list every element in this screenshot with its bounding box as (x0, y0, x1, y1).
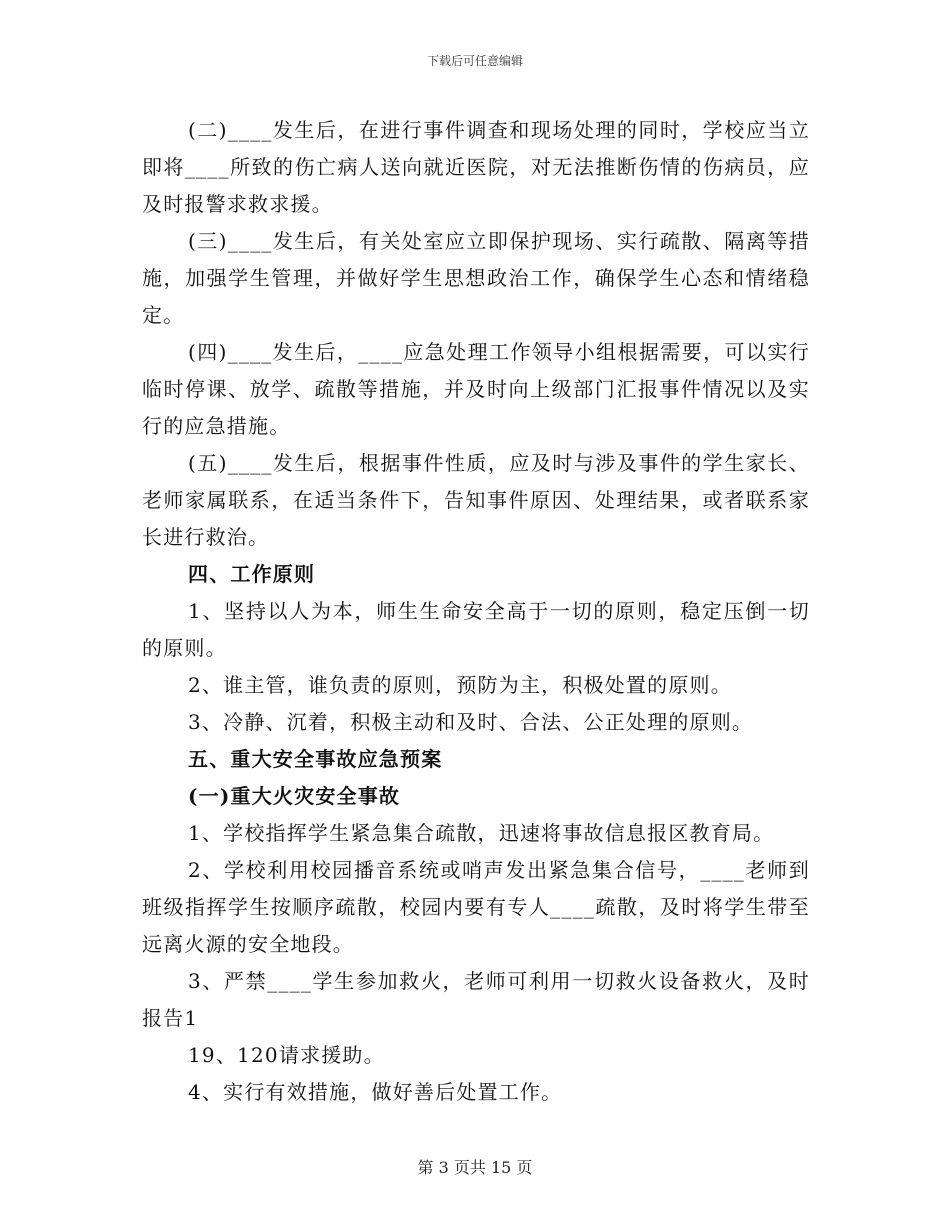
fire-step-2: 2、学校利用校园播音系统或哨声发出紧急集合信号，____老师到班级指挥学生按顺序疏散，校园内要有专人____疏散，及时将学生带至远离火源的安全地段。 (142, 858, 810, 956)
section-heading-work-principles: 四、工作原则 (188, 562, 316, 586)
fire-step-3: 3、严禁____学生参加救火，老师可利用一切救火设备救火，及时报告1 (142, 969, 810, 1030)
subsection-heading-fire: (一)重大火灾安全事故 (188, 784, 401, 808)
paragraph-2: (二)____发生后，在进行事件调查和现场处理的同时，学校应当立即将____所致的伤亡病人送向就近医院，对无法推断伤情的伤病员，应及时报警求救求援。 (142, 118, 810, 216)
fire-step-1: 1、学校指挥学生紧急集合疏散，迅速将事故信息报区教育局。 (188, 821, 775, 845)
document-body (142, 112, 810, 1111)
fire-step-4: 4、实行有效措施，做好善后处置工作。 (188, 1080, 563, 1104)
paragraph-4: (四)____发生后，____应急处理工作领导小组根据需要，可以实行临时停课、放学、疏散等措施，并及时向上级部门汇报事件情况以及实行的应急措施。 (142, 340, 810, 438)
fire-step-3-cont: 19、120请求援助。 (188, 1043, 385, 1067)
page-footer: 第 3 页共 15 页 (417, 1158, 533, 1177)
principle-2: 2、谁主管，谁负责的原则，预防为主，积极处置的原则。 (188, 673, 732, 697)
page-header: 下载后可任意编辑 (426, 54, 523, 68)
principle-1: 1、坚持以人为本，师生生命安全高于一切的原则，稳定压倒一切的原则。 (142, 599, 810, 660)
section-heading-emergency-plan: 五、重大安全事故应急预案 (188, 747, 443, 771)
paragraph-5: (五)____发生后，根据事件性质，应及时与涉及事件的学生家长、老师家属联系，在适当条件下，告知事件原因、处理结果，或者联系家长进行救治。 (142, 451, 810, 549)
principle-3: 3、冷静、沉着，积极主动和及时、合法、公正处理的原则。 (188, 710, 754, 734)
paragraph-3: (三)____发生后，有关处室应立即保护现场、实行疏散、隔离等措施，加强学生管理，并做好学生思想政治工作，确保学生心态和情绪稳定。 (142, 229, 810, 327)
